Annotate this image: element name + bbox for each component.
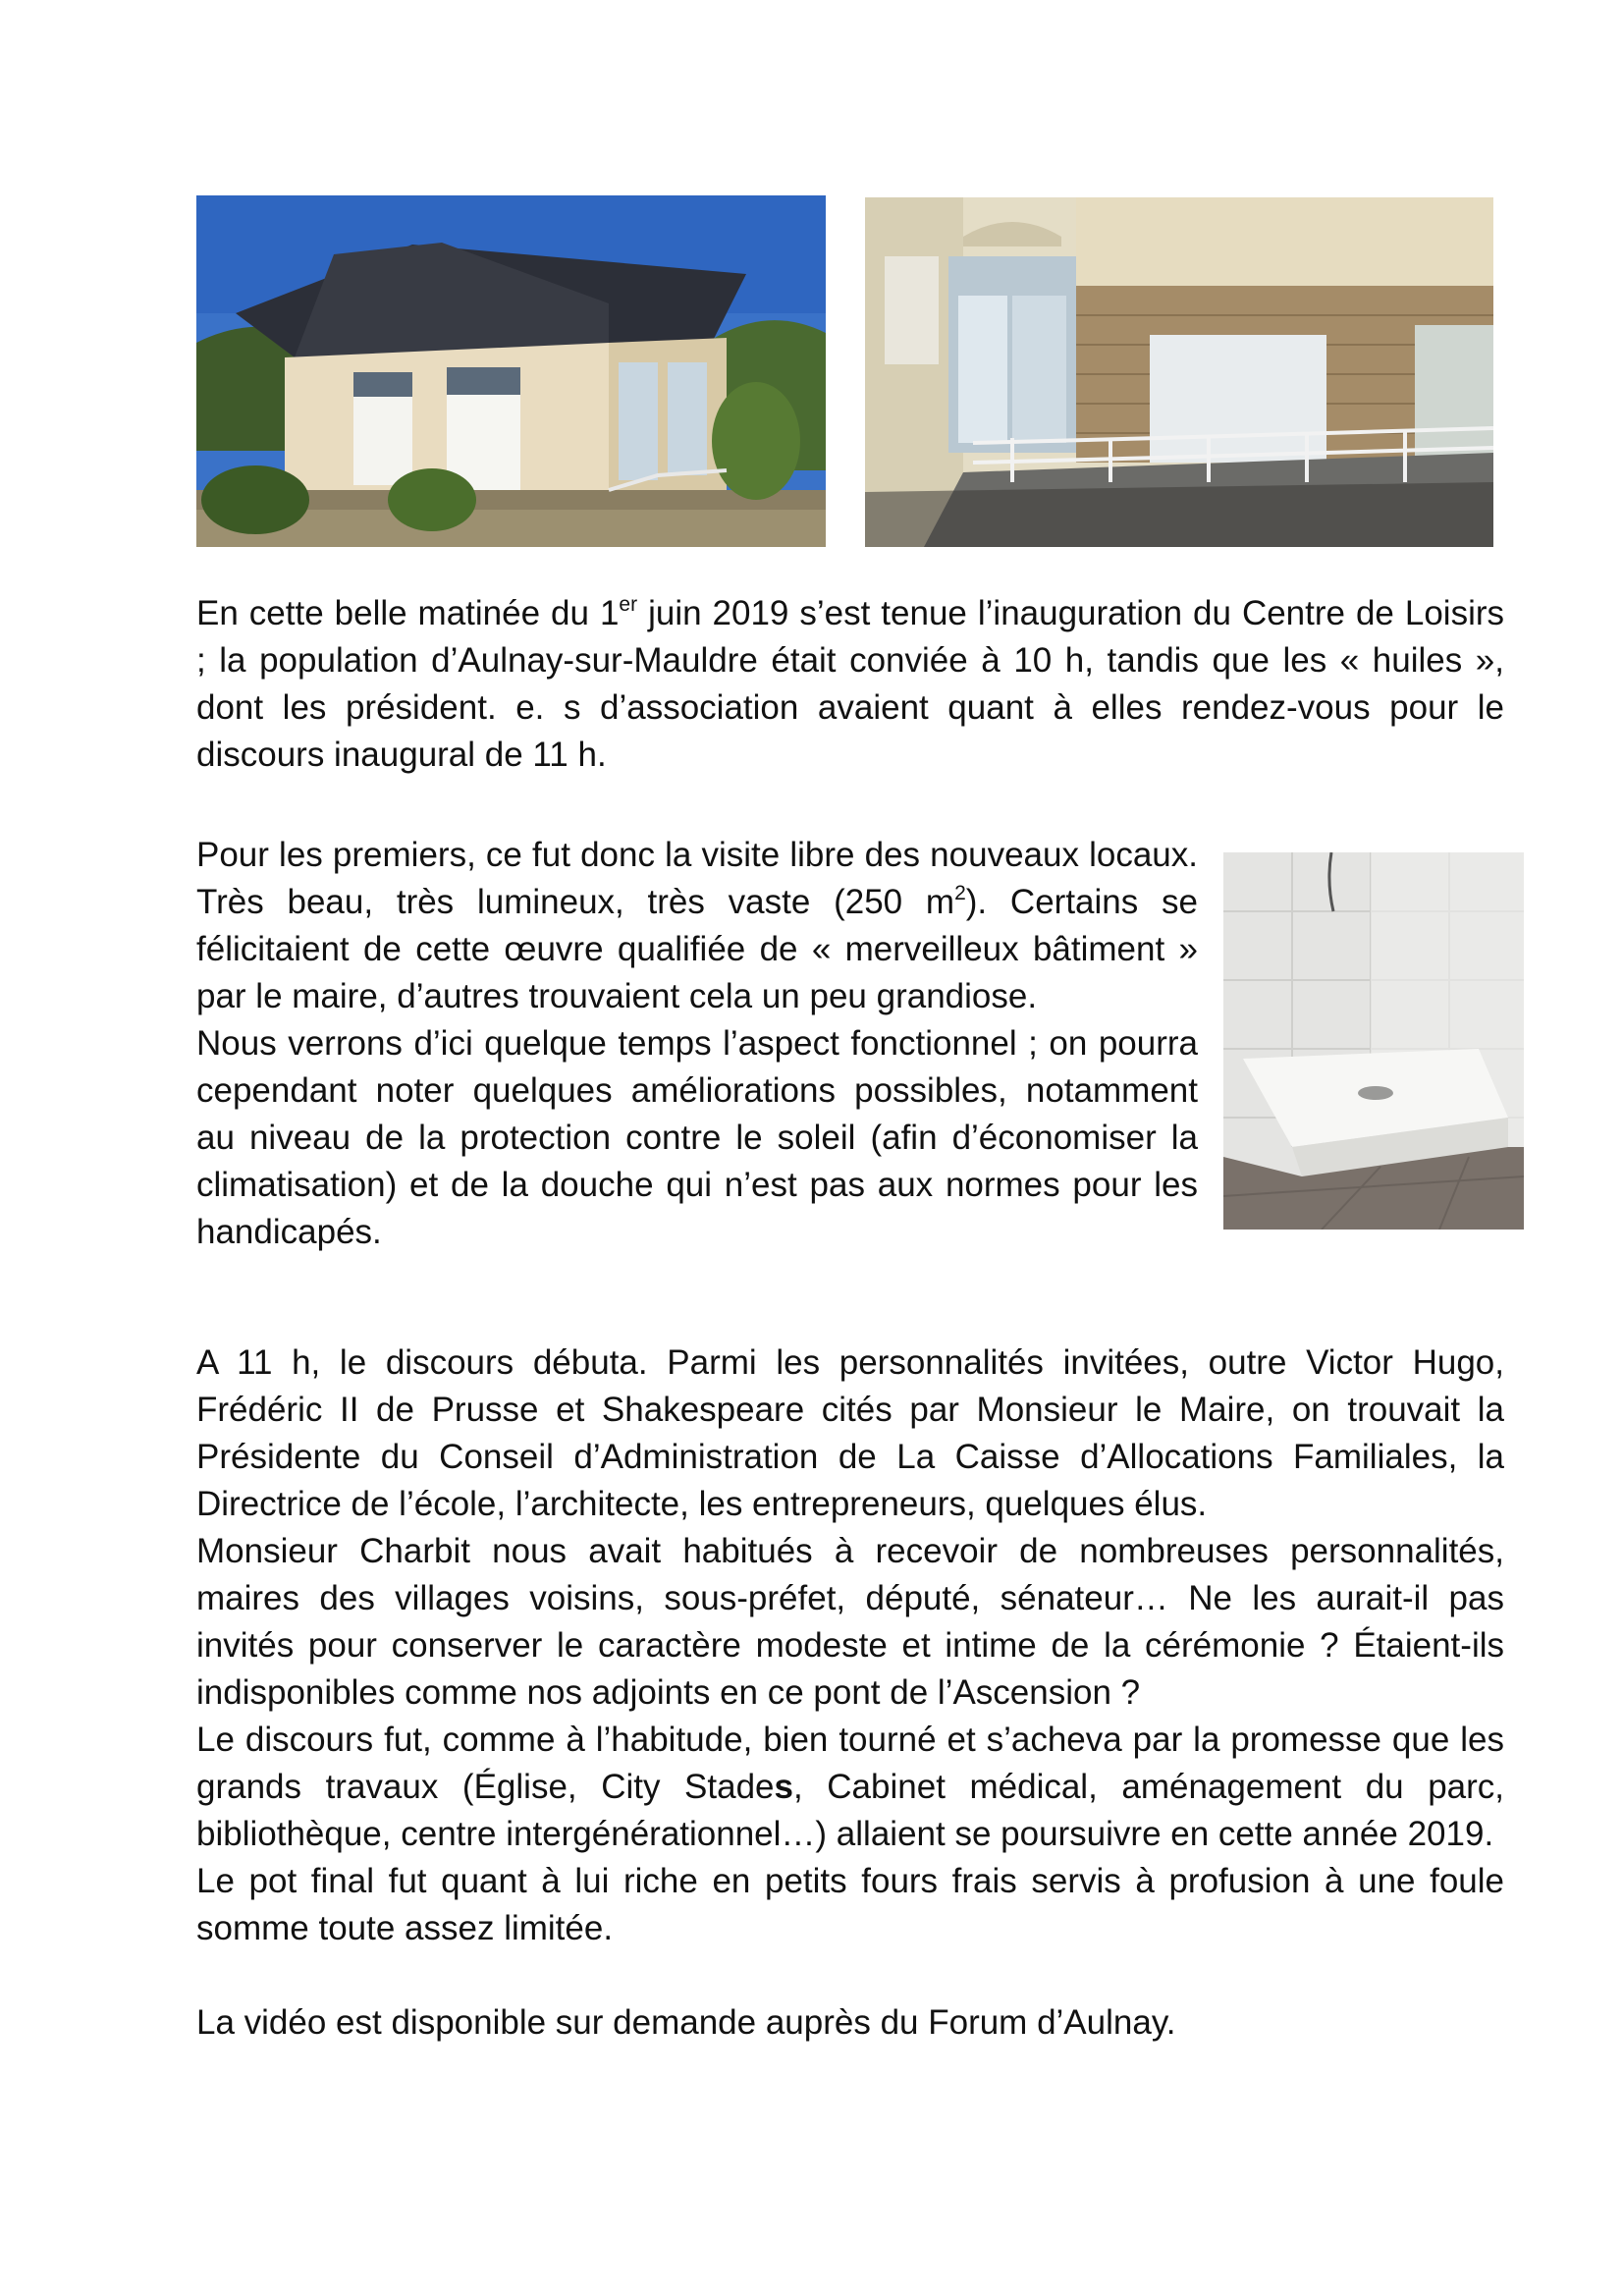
speech-start-paragraph: A 11 h, le discours débuta. Parmi les personnalités invitées, outre Victor Hugo, Frédéric II de Prusse et Shakespeare cités par Monsieur le Maire, on trouvait la Présidente du Conseil d’Administration de La Caisse d’Allocations Familiales, la Directrice de l’école, l’architecte, les entrepreneurs, quelques élus. <box>196 1343 1504 1523</box>
visit-paragraph <box>196 832 1198 1020</box>
works-paragraph <box>196 1717 1504 1858</box>
function-paragraph: Nous verrons d’ici quelque temps l’aspect fonctionnel ; on pourra cependant noter quelques améliorations possibles, notamment au niveau de la protection contre le soleil (afin d’économiser la climatisation) et de la douche qui n’est pas aux normes pour les handicapés. <box>196 1024 1198 1251</box>
works-text-part1: Le discours fut, comme à l’habitude, bien tourné et s’acheva par la promesse que les grands travaux (Église, City Stade <box>196 1721 1504 1806</box>
photo-shower <box>1223 852 1524 1230</box>
photo-building-exterior <box>196 195 826 547</box>
intro-superscript: er <box>619 593 638 616</box>
intro-text-part1: En cette belle matinée du 1 <box>196 594 620 632</box>
pot-paragraph: Le pot final fut quant à lui riche en petits fours frais servis à profusion à une foule somme toute assez limitée. <box>196 1862 1504 1947</box>
photo-building-exterior-image <box>196 195 826 547</box>
paragraph-visit <box>196 832 1198 1256</box>
photo-entrance-ramp <box>865 197 1493 547</box>
intro-text-part2: juin 2019 s’est tenue l’inauguration du Centre de Loisirs ; la population d’Aulnay-sur-Mauldre était conviée à 10 h, tandis que les « huiles », dont les président. e. s d’association avaient quant à elles rendez-vous pour le discours inaugural de 11 h. <box>196 594 1505 774</box>
paragraph-intro <box>196 590 1504 779</box>
charbit-paragraph: Monsieur Charbit nous avait habitués à recevoir de nombreuses personnalités, maires des villages voisins, sous-préfet, député, sénateur… Ne les aurait-il pas invités pour conserver le caractère modeste et intime de la cérémonie ? Étaient-ils indisponibles comme nos adjoints en ce pont de l’Ascension ? <box>196 1532 1504 1712</box>
visit-text-part1: Pour les premiers, ce fut donc la visite libre des nouveaux locaux. Très beau, très lumineux, très vaste (250 m <box>196 836 1198 921</box>
visit-text-part2: ). Certains se félicitaient de cette œuvre qualifiée de « merveilleux bâtiment » par le maire, d’autres trouvaient cela un peu grandiose. <box>196 883 1198 1015</box>
works-text-part2: , Cabinet médical, aménagement du parc, bibliothèque, centre intergénérationnel…) allaient se poursuivre en cette année 2019. <box>196 1768 1505 1853</box>
section-speech <box>196 1339 1504 2047</box>
photo-entrance-ramp-image <box>865 197 1493 547</box>
visit-superscript: 2 <box>954 882 966 904</box>
works-bold-letter: s <box>774 1768 793 1806</box>
video-paragraph: La vidéo est disponible sur demande auprès du Forum d’Aulnay. <box>196 2003 1176 2042</box>
photo-shower-image <box>1223 852 1524 1230</box>
